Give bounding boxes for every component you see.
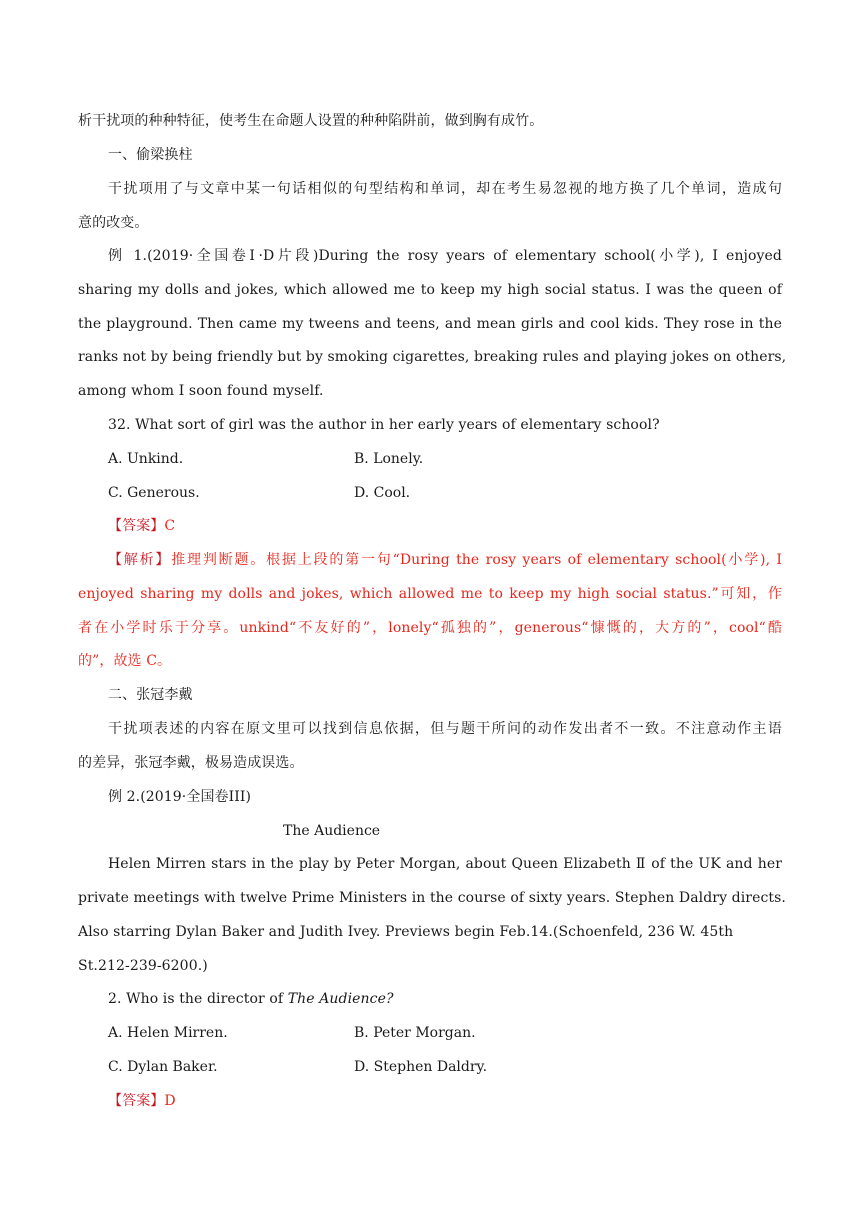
example2-line4: St.212-239-6200.): [78, 958, 208, 974]
passage-title: The Audience: [283, 823, 381, 839]
example1-line5: among whom I soon found myself.: [78, 383, 324, 399]
answer-label: 【答案】: [108, 1093, 165, 1109]
option-a: A. Helen Mirren.: [108, 1025, 228, 1041]
example1-line2: sharing my dolls and jokes, which allowed me to keep my high social status. I was the queen of: [78, 282, 782, 298]
analysis-line4: 的”，故选 C。: [78, 653, 172, 669]
example2-line3: Also starring Dylan Baker and Judith Ivey. Previews begin Feb.14.(Schoenfeld, 236 W. 45th: [78, 924, 734, 940]
example1-line1: 例 1.(2019·全国卷Ⅰ·D片段)During the rosy years of elementary school(小学), I enjoyed: [108, 248, 782, 264]
example2-label: 例 2.(2019·全国卷III): [108, 789, 252, 805]
option-b: B. Lonely.: [354, 451, 424, 467]
example1-line3: the playground. Then came my tweens and teens, and mean girls and cool kids. They rose in the: [78, 316, 782, 332]
example1-answer: [108, 516, 782, 536]
answer-value: C: [164, 518, 176, 534]
section1-desc-line1: 干扰项用了与文章中某一句话相似的句型结构和单词，却在考生易忽视的地方换了几个单词，造成句: [108, 181, 782, 197]
intro-line: 析干扰项的种种特征，使考生在命题人设置的种种陷阱前，做到胸有成竹。: [78, 113, 544, 129]
analysis-line2: enjoyed sharing my dolls and jokes, which allowed me to keep my high social status.”可知，作: [78, 586, 782, 602]
option-d: D. Cool.: [354, 485, 411, 501]
section2-desc-line2: 的差异，张冠李戴，极易造成误选。: [78, 755, 304, 771]
section2-heading: 二、张冠李戴: [108, 687, 193, 703]
answer-label: 【答案】: [108, 518, 165, 534]
analysis-text-1: 推理判断题。根据上段的第一句“During the rosy years of elementary school(小学), I: [171, 552, 783, 568]
answer-value: D: [164, 1093, 176, 1109]
option-c: C. Dylan Baker.: [108, 1059, 218, 1075]
example1-line4: ranks not by being friendly but by smoking cigarettes, breaking rules and playing jokes on others,: [78, 349, 787, 365]
section1-desc-line2: 意的改变。: [78, 215, 149, 231]
option-d: D. Stephen Daldry.: [354, 1059, 488, 1075]
example2-line1: Helen Mirren stars in the play by Peter Morgan, about Queen Elizabeth Ⅱ of the UK and her: [108, 856, 782, 872]
example2-question: [108, 989, 782, 1009]
section1-heading: 一、偷梁换柱: [108, 147, 193, 163]
section2-desc-line1: 干扰项表述的内容在原文里可以找到信息依据，但与题干所问的动作发出者不一致。不注意动作主语: [108, 721, 782, 737]
option-a: A. Unkind.: [108, 451, 184, 467]
analysis-label: 【解析】: [108, 552, 172, 568]
example2-answer: [108, 1091, 782, 1111]
question-prefix: 2. Who is the director of: [108, 991, 288, 1007]
analysis-line3: 者在小学时乐于分享。unkind“不友好的”，lonely“孤独的”，generous“慷慨的，大方的”，cool“酷: [78, 620, 782, 636]
example1-question: 32. What sort of girl was the author in her early years of elementary school?: [108, 417, 660, 433]
question-title-italic: The Audience?: [287, 991, 394, 1007]
analysis-line1: [108, 550, 782, 570]
option-c: C. Generous.: [108, 485, 200, 501]
option-b: B. Peter Morgan.: [354, 1025, 476, 1041]
example2-line2: private meetings with twelve Prime Ministers in the course of sixty years. Stephen Daldry directs.: [78, 890, 786, 906]
